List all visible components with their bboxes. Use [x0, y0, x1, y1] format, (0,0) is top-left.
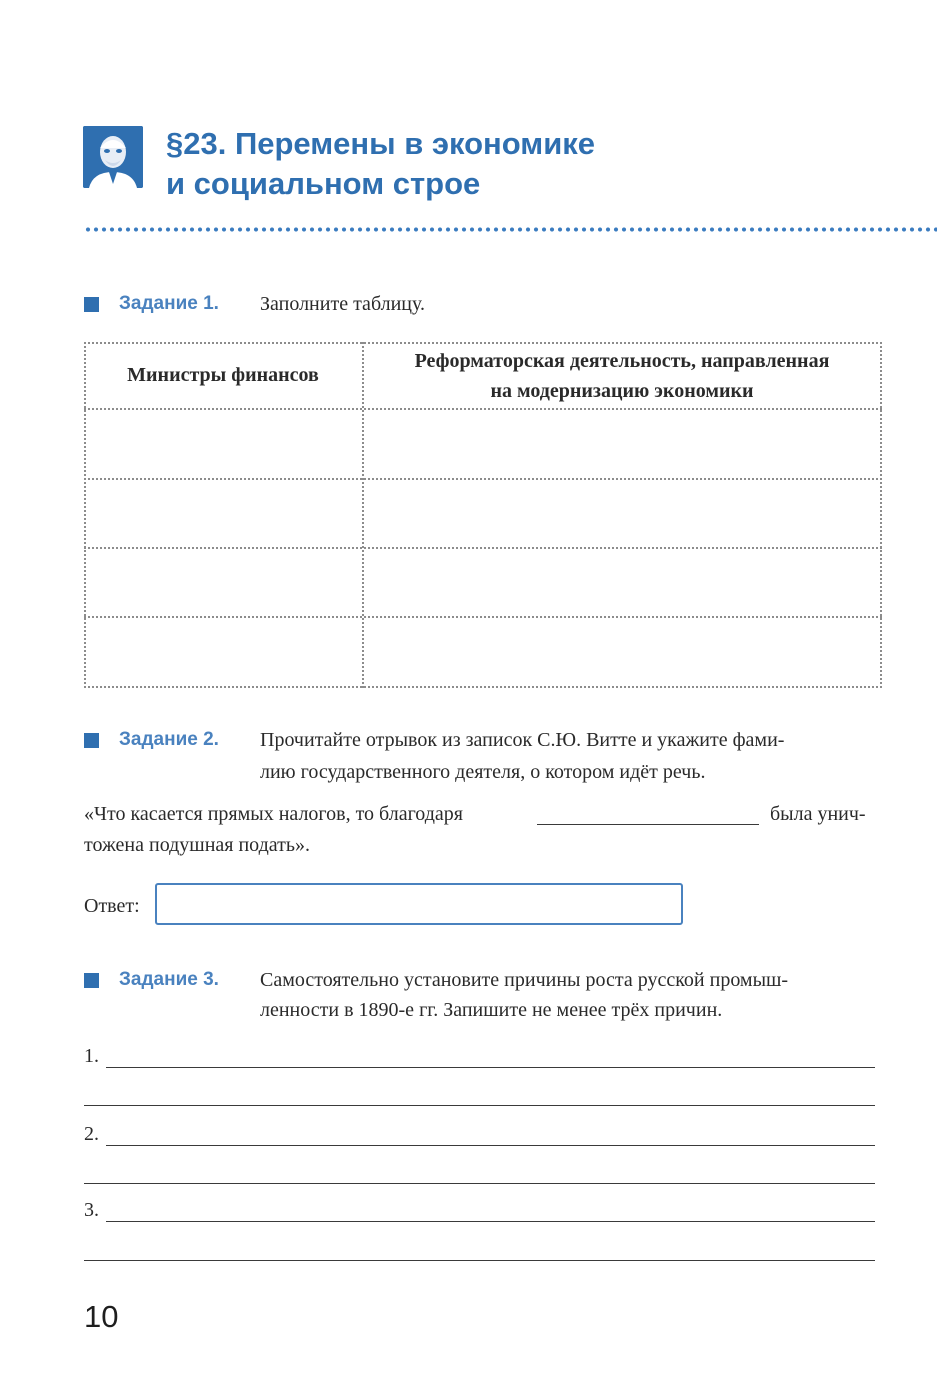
task-2-text-line-2: лию государственного деятеля, о котором идёт речь.	[260, 761, 706, 783]
reason-number-1: 1.	[84, 1045, 99, 1067]
table-cell-minister-3[interactable]	[86, 549, 362, 614]
task-3-text-line-2: ленности в 1890-е гг. Запишите не менее трёх причин.	[260, 999, 723, 1021]
answer-field[interactable]	[155, 883, 683, 925]
answer-label: Ответ:	[84, 895, 140, 917]
title-line-1: §23. Перемены в экономике	[166, 126, 596, 161]
task-1-heading	[84, 288, 884, 320]
task-bullet-icon	[84, 297, 99, 312]
answer-line[interactable]	[84, 1260, 875, 1261]
table-border-top	[84, 342, 882, 344]
task-1-text: Заполните таблицу.	[260, 293, 425, 315]
ministers-table	[84, 342, 882, 688]
table-border-bottom	[84, 686, 882, 688]
task-2-label: Задание 2.	[119, 729, 219, 750]
table-header-ministers: Министры финансов	[127, 364, 319, 386]
table-cell-reform-1[interactable]	[364, 410, 880, 476]
table-header-reforms-line-2: на модернизацию экономики	[490, 380, 754, 402]
answer-line[interactable]	[84, 1183, 875, 1184]
table-border-right	[880, 342, 882, 688]
table-header-reforms	[364, 346, 880, 406]
quote-part-2: была унич-	[770, 803, 866, 825]
page-title	[166, 124, 786, 204]
answer-line[interactable]	[106, 1221, 875, 1222]
answer-line[interactable]	[106, 1145, 875, 1146]
portrait-icon	[83, 126, 143, 188]
table-cell-minister-1[interactable]	[86, 410, 362, 476]
task-1-label: Задание 1.	[119, 293, 219, 314]
table-cell-reform-3[interactable]	[364, 549, 880, 614]
task-2-text-line-1: Прочитайте отрывок из записок С.Ю. Витте и укажите фами-	[260, 729, 785, 751]
reason-number-2: 2.	[84, 1123, 99, 1145]
header-divider	[84, 226, 937, 233]
table-header-reforms-line-1: Реформаторская деятельность, направленная	[414, 350, 830, 372]
answer-line[interactable]	[84, 1105, 875, 1106]
title-line-2: и социальном строе	[166, 166, 481, 201]
quote-part-1: «Что касается прямых налогов, то благодаря	[84, 803, 463, 825]
quote-blank-line[interactable]	[537, 824, 759, 825]
table-cell-minister-2[interactable]	[86, 480, 362, 545]
reason-number-3: 3.	[84, 1199, 99, 1221]
table-cell-reform-4[interactable]	[364, 618, 880, 684]
task-bullet-icon	[84, 973, 99, 988]
table-cell-minister-4[interactable]	[86, 618, 362, 684]
answer-line[interactable]	[106, 1067, 875, 1068]
task-3-text-line-1: Самостоятельно установите причины роста русской промыш-	[260, 969, 789, 991]
table-cell-reform-2[interactable]	[364, 480, 880, 545]
page-number: 10	[84, 1299, 119, 1334]
task-3-label: Задание 3.	[119, 969, 219, 990]
quote-line-2: тожена подушная подать».	[84, 834, 310, 856]
task-bullet-icon	[84, 733, 99, 748]
